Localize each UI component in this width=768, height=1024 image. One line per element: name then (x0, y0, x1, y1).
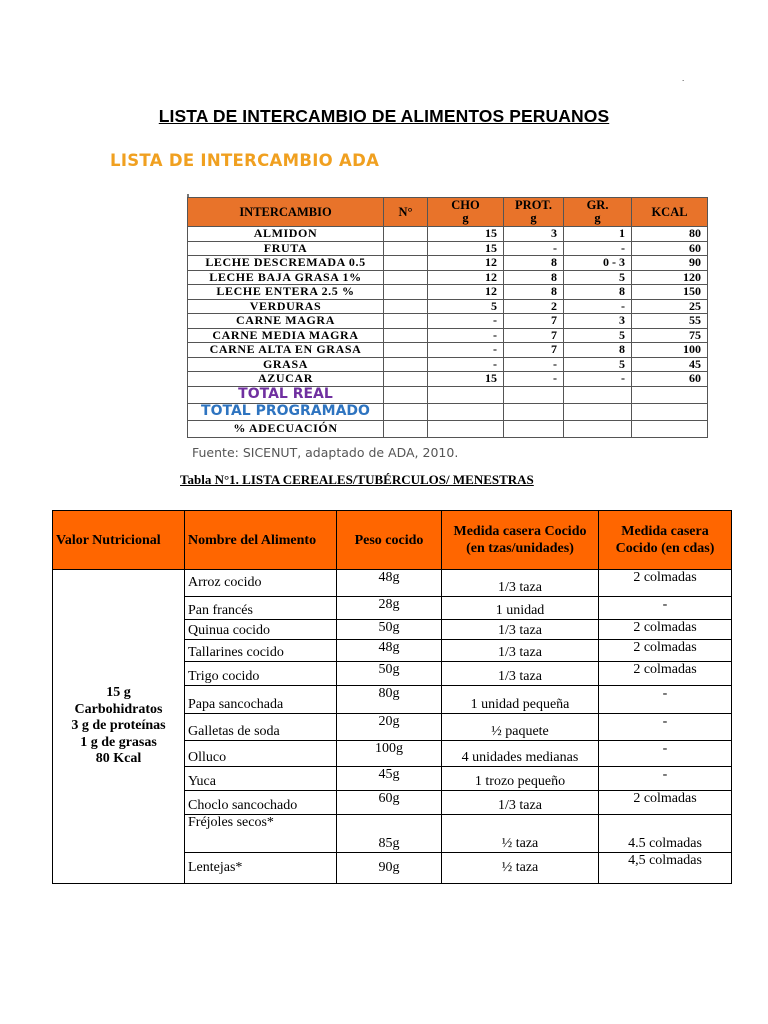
food-cdas: - (599, 741, 732, 767)
food-name: Tallarines cocido (185, 640, 337, 662)
total-real-row (188, 386, 708, 403)
header-medida-cdas: Medida casera Cocido (en cdas) (599, 511, 732, 570)
ada-cho: 15 (428, 372, 504, 387)
ada-prot: 7 (504, 314, 564, 329)
ada-n (384, 299, 428, 314)
food-peso: 100g (337, 741, 442, 767)
ada-gr: - (564, 299, 632, 314)
ada-header-cho-label: CHO (451, 198, 480, 212)
ada-n (384, 241, 428, 256)
ada-header-gr-label: GR. (586, 198, 609, 212)
ada-n (384, 314, 428, 329)
ada-gr: 1 (564, 227, 632, 242)
ada-title: LISTA DE INTERCAMBIO ADA (110, 151, 380, 170)
total-programado-row (188, 403, 708, 420)
food-tazas: 1 unidad (442, 597, 599, 620)
nv-line: 80 Kcal (95, 751, 142, 767)
ada-name: GRASA (188, 357, 384, 372)
ada-cho: - (428, 328, 504, 343)
food-name: Galletas de soda (185, 714, 337, 741)
food-cdas: - (599, 597, 732, 620)
ada-gr: 3 (564, 314, 632, 329)
ada-n (384, 270, 428, 285)
food-peso: 85g (337, 815, 442, 853)
ada-cho: 5 (428, 299, 504, 314)
ada-prot: 8 (504, 256, 564, 271)
ada-gr: 8 (564, 343, 632, 358)
adecuacion-label: % ADECUACIÓN (188, 420, 384, 437)
total-programado-label: TOTAL PROGRAMADO (188, 403, 384, 420)
ada-kcal: 150 (632, 285, 708, 300)
ada-header-n: N° (384, 198, 428, 227)
food-peso: 80g (337, 686, 442, 714)
table-row (188, 299, 708, 314)
ada-kcal: 45 (632, 357, 708, 372)
ada-n (384, 256, 428, 271)
food-peso: 28g (337, 597, 442, 620)
ada-name: AZUCAR (188, 372, 384, 387)
ada-gr: 8 (564, 285, 632, 300)
table-row (188, 270, 708, 285)
ada-n (384, 285, 428, 300)
ada-cho: 15 (428, 227, 504, 242)
ada-kcal: 55 (632, 314, 708, 329)
food-tazas: 1/3 taza (442, 570, 599, 597)
food-tazas: 1/3 taza (442, 662, 599, 686)
food-cdas: - (599, 686, 732, 714)
food-tazas: 1/3 taza (442, 620, 599, 640)
ada-name: CARNE MEDIA MAGRA (188, 328, 384, 343)
food-name: Yuca (185, 767, 337, 791)
header-medida-tazas: Medida casera Cocido (en tzas/unidades) (442, 511, 599, 570)
ada-cho: - (428, 357, 504, 372)
ada-prot: 7 (504, 328, 564, 343)
table-row (188, 357, 708, 372)
food-peso: 90g (337, 853, 442, 884)
ada-prot: 2 (504, 299, 564, 314)
ada-gr: - (564, 241, 632, 256)
nv-line: 3 g de proteínas (71, 718, 166, 734)
nv-line: 1 g de grasas (80, 734, 157, 750)
ada-header-cho (428, 198, 504, 227)
food-tazas: ½ taza (442, 815, 599, 853)
table-row (188, 372, 708, 387)
ada-prot: - (504, 372, 564, 387)
food-cdas: 2 colmadas (599, 791, 732, 815)
ada-name: CARNE MAGRA (188, 314, 384, 329)
ada-gr: 0 - 3 (564, 256, 632, 271)
ada-n (384, 372, 428, 387)
ada-header-prot (504, 198, 564, 227)
ada-header-gr-unit: g (594, 211, 601, 225)
ada-prot: 8 (504, 270, 564, 285)
ada-gr: - (564, 372, 632, 387)
ada-kcal: 60 (632, 372, 708, 387)
food-peso: 45g (337, 767, 442, 791)
ada-kcal: 90 (632, 256, 708, 271)
ada-n (384, 343, 428, 358)
food-name: Choclo sancochado (185, 791, 337, 815)
ada-header-prot-unit: g (530, 211, 537, 225)
ada-gr: 5 (564, 328, 632, 343)
header-nombre-alimento: Nombre del Alimento (185, 511, 337, 570)
adecuacion-row (188, 420, 708, 437)
ada-n (384, 227, 428, 242)
ada-prot: 7 (504, 343, 564, 358)
food-cdas: 2 colmadas (599, 662, 732, 686)
ada-header-cho-unit: g (462, 211, 469, 225)
ada-n (384, 328, 428, 343)
food-cdas: 2 colmadas (599, 620, 732, 640)
food-cdas: - (599, 714, 732, 741)
food-name: Lentejas* (185, 853, 337, 884)
table-row (188, 314, 708, 329)
ada-exchange-table (187, 197, 708, 438)
ada-n (384, 357, 428, 372)
ada-kcal: 25 (632, 299, 708, 314)
source-note: Fuente: SICENUT, adaptado de ADA, 2010. (192, 445, 459, 460)
table-row (188, 256, 708, 271)
food-name: Olluco (185, 741, 337, 767)
food-peso: 48g (337, 570, 442, 597)
ada-cho: 12 (428, 256, 504, 271)
ada-name: FRUTA (188, 241, 384, 256)
ada-name: ALMIDON (188, 227, 384, 242)
ada-header-intercambio: INTERCAMBIO (188, 198, 384, 227)
ada-prot: 3 (504, 227, 564, 242)
ada-table-container (187, 197, 708, 438)
ada-prot: - (504, 357, 564, 372)
table-row (53, 570, 732, 597)
nv-line: 15 g (106, 685, 131, 701)
ada-cho: - (428, 314, 504, 329)
page-title: LISTA DE INTERCAMBIO DE ALIMENTOS PERUANOS (158, 106, 610, 126)
food-name: Pan francés (185, 597, 337, 620)
ada-cho: 12 (428, 270, 504, 285)
ada-cho: 15 (428, 241, 504, 256)
food-peso: 50g (337, 662, 442, 686)
food-tazas: ½ taza (442, 853, 599, 884)
ada-kcal: 60 (632, 241, 708, 256)
food-cdas: 2 colmadas (599, 570, 732, 597)
ada-name: LECHE BAJA GRASA 1% (188, 270, 384, 285)
ada-gr: 5 (564, 357, 632, 372)
food-tazas: 1 trozo pequeño (442, 767, 599, 791)
ada-name: VERDURAS (188, 299, 384, 314)
food-tazas: 1/3 taza (442, 791, 599, 815)
table-row (188, 328, 708, 343)
table-row (188, 241, 708, 256)
ada-cho: - (428, 343, 504, 358)
ada-header-prot-label: PROT. (515, 198, 552, 212)
ada-kcal: 100 (632, 343, 708, 358)
ada-prot: - (504, 241, 564, 256)
food-tazas: 1/3 taza (442, 640, 599, 662)
food-tazas: ½ paquete (442, 714, 599, 741)
ada-name: CARNE ALTA EN GRASA (188, 343, 384, 358)
header-peso-cocido: Peso cocido (337, 511, 442, 570)
food-name: Arroz cocido (185, 570, 337, 597)
total-real-label: TOTAL REAL (188, 386, 384, 403)
food-name: Trigo cocido (185, 662, 337, 686)
ada-kcal: 120 (632, 270, 708, 285)
table-row (188, 285, 708, 300)
cereals-table (52, 510, 732, 884)
header-mark: . (682, 74, 685, 83)
food-peso: 50g (337, 620, 442, 640)
food-cdas: - (599, 767, 732, 791)
ada-gr: 5 (564, 270, 632, 285)
food-peso: 48g (337, 640, 442, 662)
food-name: Quinua cocido (185, 620, 337, 640)
food-cdas: 4,5 colmadas (599, 853, 732, 884)
ada-kcal: 80 (632, 227, 708, 242)
ada-kcal: 75 (632, 328, 708, 343)
food-tazas: 4 unidades medianas (442, 741, 599, 767)
food-tazas: 1 unidad pequeña (442, 686, 599, 714)
header-valor-nutricional: Valor Nutricional (53, 511, 185, 570)
food-peso: 20g (337, 714, 442, 741)
ada-name: LECHE ENTERA 2.5 % (188, 285, 384, 300)
ada-name: LECHE DESCREMADA 0.5 (188, 256, 384, 271)
table-row (188, 227, 708, 242)
food-cdas: 4.5 colmadas (599, 815, 732, 853)
table1-container (52, 510, 732, 884)
ada-cho: 12 (428, 285, 504, 300)
food-peso: 60g (337, 791, 442, 815)
nv-line: Carbohidratos (74, 701, 163, 717)
food-cdas: 2 colmadas (599, 640, 732, 662)
ada-header-kcal: KCAL (632, 198, 708, 227)
ada-header-gr (564, 198, 632, 227)
table1-caption: Tabla N°1. LISTA CEREALES/TUBÉRCULOS/ MENESTRAS (180, 472, 534, 487)
table-row (188, 343, 708, 358)
nutritional-value-cell (53, 570, 185, 884)
food-name: Fréjoles secos* (185, 815, 337, 853)
food-name: Papa sancochada (185, 686, 337, 714)
ada-prot: 8 (504, 285, 564, 300)
